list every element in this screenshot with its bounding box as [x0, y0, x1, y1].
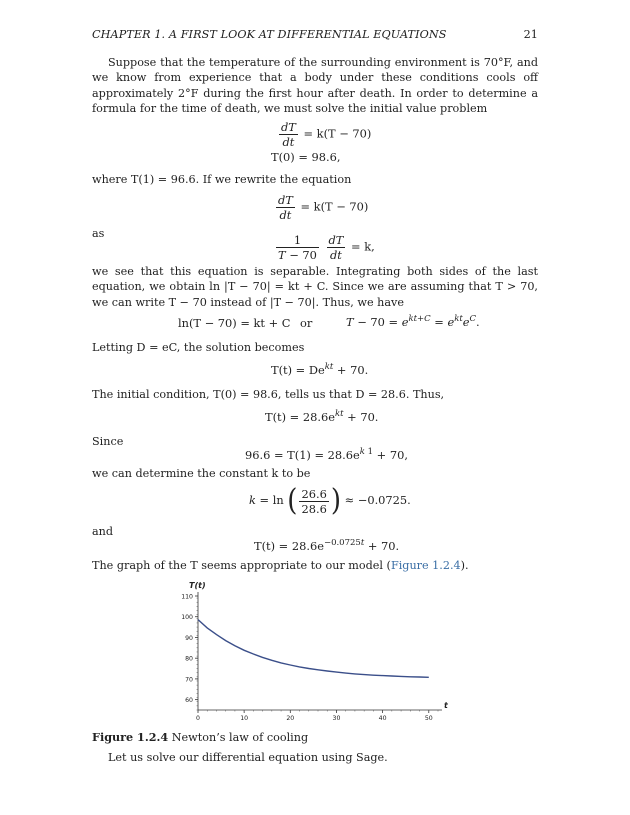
equation-ivp-ode: $\frac{dT}{dt}$ = k(T − 70)	[281, 120, 372, 149]
x-tick-label: 50	[424, 715, 433, 722]
y-axis-label: T(t)	[189, 581, 206, 590]
x-tick-label: 10	[240, 715, 249, 722]
paragraph-intro: Suppose that the temperature of the surrounding environment is 70°F, and we know from experience that a body under these conditions cools off approximately 2°F during the first hour after death. In order to determine a formula for the time of death, we must solve the initial value problem	[92, 56, 538, 116]
series-line	[198, 620, 429, 678]
paragraph-as: as	[92, 227, 105, 240]
paragraph-and: and	[92, 525, 114, 538]
y-tick-label: 90	[185, 634, 193, 642]
equation-integrated: ln(T − 70) = kt + C	[178, 316, 291, 330]
x-axis-label: t	[444, 701, 448, 710]
chapter-title: CHAPTER 1. A FIRST LOOK AT DIFFERENTIAL EQUATIONS	[92, 28, 447, 41]
figure-caption-text: Newton’s law of cooling	[171, 731, 309, 744]
x-tick-label: 40	[378, 715, 387, 722]
cooling-chart	[170, 578, 460, 723]
figure-label: Figure 1.2.4	[92, 730, 169, 744]
equation-separated: $\frac{1}{T - 70}$ $\frac{dT}{dt}$ = k,	[278, 233, 375, 262]
y-tick-label: 60	[185, 697, 193, 705]
equation-ivp-initial: T(0) = 98.6,	[271, 150, 341, 164]
paragraph-separable: we see that this equation is separable. Integrating both sides of the last equation, we obtain ln |T − 70| = kt + C. Since we are assuming that T > 70, we can write T − 70 instead of |T − 70|. Thus, we have	[92, 265, 538, 309]
figure-caption	[92, 730, 308, 744]
x-tick-label: 20	[286, 715, 295, 722]
equation-or: or	[300, 316, 313, 330]
equation-k-value: k = ln ( $\frac{26.6}{28.6}$ ) ≈ −0.0725.	[249, 483, 411, 519]
paragraph-rewrite: where T(1) = 96.6. If we rewrite the equation	[92, 173, 352, 186]
paragraph-graph-reference: The graph of the T seems appropriate to our model (Figure 1.2.4).	[92, 559, 469, 572]
y-tick-label: 70	[185, 676, 193, 684]
figure-link[interactable]: Figure 1.2.4	[390, 559, 461, 572]
x-tick-label: 0	[196, 715, 200, 722]
y-tick-label: 100	[181, 614, 193, 622]
equation-exponentiated: $T - 70 = e^{kt+C} = e^{kt}e^C$.	[346, 314, 480, 329]
y-tick-label: 80	[185, 655, 193, 663]
paragraph-initial-condition: The initial condition, T(0) = 98.6, tells us that D = 28.6. Thus,	[92, 388, 445, 401]
running-header	[92, 28, 538, 41]
equation-condition-t1: $96.6 = T(1) = 28.6e^{k 1} + 70$,	[245, 447, 408, 462]
equation-final-solution: $T(t) = 28.6e^{-0.0725t} + 70$.	[254, 538, 400, 553]
paragraph-since: Since	[92, 435, 124, 448]
y-tick-label: 110	[181, 593, 193, 601]
equation-ode: $\frac{dT}{dt}$ = k(T − 70)	[278, 193, 369, 222]
x-tick-label: 30	[332, 715, 341, 722]
equation-general-solution: $T(t) = De^{kt} + 70$.	[271, 362, 369, 377]
page-number: 21	[523, 28, 538, 41]
paragraph-letting: Letting D = eC, the solution becomes	[92, 341, 305, 354]
equation-particular-solution: $T(t) = 28.6e^{kt} + 70$.	[265, 409, 379, 424]
paragraph-sage: Let us solve our differential equation using Sage.	[108, 751, 388, 764]
paragraph-constant: we can determine the constant k to be	[92, 467, 311, 480]
